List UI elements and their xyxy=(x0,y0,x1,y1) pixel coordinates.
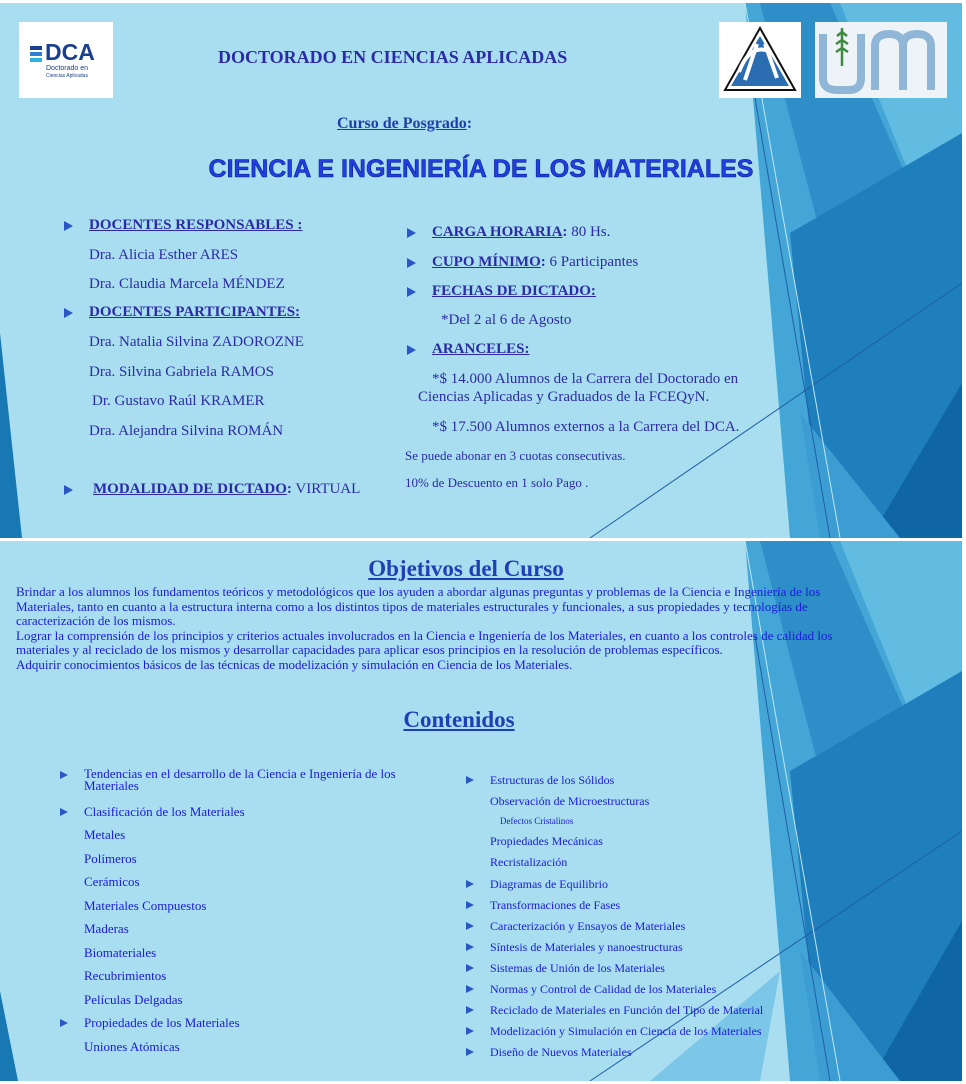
bullet-icon xyxy=(60,1019,68,1027)
dca-logo-bar-1 xyxy=(30,46,42,50)
contenido-item: Caracterización y Ensayos de Materiales xyxy=(490,919,686,933)
header-title: DOCTORADO EN CIENCIAS APLICADAS xyxy=(218,47,568,67)
objetivos-title: Objetivos del Curso xyxy=(368,556,564,581)
slide-course-info xyxy=(0,3,962,538)
bullet-icon xyxy=(407,345,416,355)
bullet-icon xyxy=(407,258,416,268)
clasificacion-item: Polímeros xyxy=(84,851,137,866)
contenido-propiedades: Propiedades de los Materiales xyxy=(84,1015,240,1030)
bullet-icon xyxy=(60,771,68,779)
contenido-mecanicas: Propiedades Mecánicas xyxy=(490,834,603,848)
docente-participante-1: Dra. Natalia Silvina ZADOROZNE xyxy=(89,334,304,350)
bullet-icon xyxy=(64,221,73,231)
cupo-minimo-row xyxy=(432,254,638,271)
contenido-tendencias-line2: Materiales xyxy=(84,778,139,793)
bullet-icon xyxy=(466,901,474,909)
modalidad-row xyxy=(93,481,360,498)
bullet-icon xyxy=(466,1006,474,1014)
bullet-icon xyxy=(466,776,474,784)
course-title: CIENCIA E INGENIERÍA DE LOS MATERIALES xyxy=(208,155,754,183)
contenido-item: Diagramas de Equilibrio xyxy=(490,877,608,891)
modalidad-colon: : xyxy=(286,481,292,497)
dca-logo-bar-2 xyxy=(30,52,42,56)
dca-logo-bar-3 xyxy=(30,58,42,62)
arancel-externo: *$ 17.500 Alumnos externos a la Carrera del DCA. xyxy=(432,419,740,435)
bullet-icon xyxy=(407,228,416,238)
bullet-icon xyxy=(466,964,474,972)
arancel-note-cuotas: Se puede abonar en 3 cuotas consecutivas. xyxy=(405,448,626,463)
bullet-icon xyxy=(407,287,416,297)
clasificacion-item: Recubrimientos xyxy=(84,968,167,983)
fechas-value: *Del 2 al 6 de Agosto xyxy=(441,312,572,328)
contenido-clasificacion: Clasificación de los Materiales xyxy=(84,804,245,819)
carga-horaria-value: 80 Hs. xyxy=(567,224,611,240)
dca-logo xyxy=(19,22,113,98)
contenido-recristalizacion: Recristalización xyxy=(490,855,568,869)
contenido-item: Sistemas de Unión de los Materiales xyxy=(490,961,665,975)
contenido-item: Diseño de Nuevos Materiales xyxy=(490,1045,632,1059)
arancel-interno-line1: *$ 14.000 Alumnos de la Carrera del Doctorado en xyxy=(432,371,739,387)
course-subtitle-colon: : xyxy=(466,115,473,132)
contenido-uniones: Uniones Atómicas xyxy=(84,1039,180,1054)
clasificacion-item: Cerámicos xyxy=(84,874,140,889)
docentes-responsables-label: DOCENTES RESPONSABLES : xyxy=(89,217,303,233)
aranceles-label: ARANCELES: xyxy=(432,341,530,357)
clasificacion-item: Películas Delgadas xyxy=(84,992,183,1007)
clasificacion-item: Maderas xyxy=(84,921,129,936)
docente-responsable-2: Dra. Claudia Marcela MÉNDEZ xyxy=(89,276,285,292)
clasificacion-item: Metales xyxy=(84,827,126,842)
arancel-note-descuento: 10% de Descuento en 1 solo Pago . xyxy=(405,475,589,490)
carga-horaria-row xyxy=(432,224,610,241)
bullet-icon xyxy=(466,922,474,930)
clasificacion-item: Biomateriales xyxy=(84,945,157,960)
dca-logo-line1: Doctorado en xyxy=(46,65,89,72)
objetivos-line-6: Adquirir conocimientos básicos de las técnicas de modelización y simulación en Ciencia de los Materiales. xyxy=(16,656,573,672)
contenido-estructuras: Estructuras de los Sólidos xyxy=(490,773,615,787)
modalidad-label: MODALIDAD DE DICTADO xyxy=(93,481,287,497)
carga-horaria-colon: : xyxy=(562,224,568,240)
docente-responsable-1: Dra. Alicia Esther ARES xyxy=(89,247,239,263)
bullet-icon xyxy=(60,808,68,816)
docente-participante-3: Dr. Gustavo Raúl KRAMER xyxy=(92,393,265,409)
dca-logo-line2: Ciencias Aplicadas xyxy=(46,73,88,79)
carga-horaria-label: CARGA HORARIA xyxy=(432,224,563,240)
university-logo xyxy=(815,22,947,98)
fechas-label: FECHAS DE DICTADO: xyxy=(432,283,596,299)
bullet-icon xyxy=(466,985,474,993)
slide-course-contents xyxy=(0,541,962,1081)
course-subtitle xyxy=(337,115,472,133)
objetivos-line-5: materiales y al reciclado de los mismos y desarrollar capacidades para aplicar esos principios en la resolución de problemas específicos. xyxy=(16,642,723,657)
cupo-minimo-label: CUPO MÍNIMO xyxy=(432,254,541,270)
docentes-participantes-label: DOCENTES PARTICIPANTES: xyxy=(89,304,301,320)
contenido-item: Transformaciones de Fases xyxy=(490,898,621,912)
docente-participante-2: Dra. Silvina Gabriela RAMOS xyxy=(89,364,274,380)
contenido-item: Normas y Control de Calidad de los Materiales xyxy=(490,982,717,996)
modalidad-value: VIRTUAL xyxy=(291,481,361,497)
objetivos-line-3: caracterización de los mismos. xyxy=(16,613,176,628)
faculty-logo xyxy=(719,22,801,98)
objetivos-line-2: Materiales, tanto en cuanto a la estructura interna como a los distintos tipos de materiales estructurales y funcionales, a sus propiedades y tecnologías de xyxy=(16,598,808,614)
university-logo-mark xyxy=(815,22,947,98)
contenido-tendencias xyxy=(84,768,396,792)
bullet-icon xyxy=(64,308,73,318)
cupo-minimo-value: 6 Participantes xyxy=(545,254,639,270)
bullet-icon xyxy=(466,1027,474,1035)
objetivos-text xyxy=(16,585,911,672)
bullet-icon xyxy=(64,485,73,495)
objetivos-line-4: Lograr la comprensión de los principios y criterios actuales involucrados en la Ciencia e Ingeniería de los Materiales, en cuanto a los controles de calidad los xyxy=(16,627,833,643)
bullet-icon xyxy=(466,880,474,888)
objetivos-line-1: Brindar a los alumnos los fundamentos teóricos y metodológicos que los ayuden a abordar algunas preguntas y problemas de la Ciencia e Ingeniería de los xyxy=(16,584,821,599)
contenido-observacion: Observación de Microestructuras xyxy=(490,794,650,808)
contenido-item: Modelización y Simulación en Ciencia de los Materiales xyxy=(490,1024,762,1038)
contenido-item: Reciclado de Materiales en Función del Tipo de Material xyxy=(490,1003,764,1017)
cupo-minimo-colon: : xyxy=(540,254,546,270)
faculty-logo-mark xyxy=(719,22,801,98)
contenido-item: Síntesis de Materiales y nanoestructuras xyxy=(490,940,683,954)
dca-logo-text: DCA xyxy=(45,39,95,65)
contenidos-title: Contenidos xyxy=(403,707,515,732)
clasificacion-item: Materiales Compuestos xyxy=(84,898,207,913)
bullet-icon xyxy=(466,943,474,951)
bullet-icon xyxy=(466,1048,474,1056)
docente-participante-4: Dra. Alejandra Silvina ROMÁN xyxy=(89,423,284,439)
course-subtitle-text: Curso de Posgrado xyxy=(337,115,467,132)
contenido-tendencias-line1: Tendencias en el desarrollo de la Ciencia e Ingeniería de los xyxy=(84,766,396,781)
arancel-interno-line2: Ciencias Aplicadas y Graduados de la FCEQyN. xyxy=(418,389,710,405)
contenido-defectos: Defectos Cristalinos xyxy=(500,816,574,826)
